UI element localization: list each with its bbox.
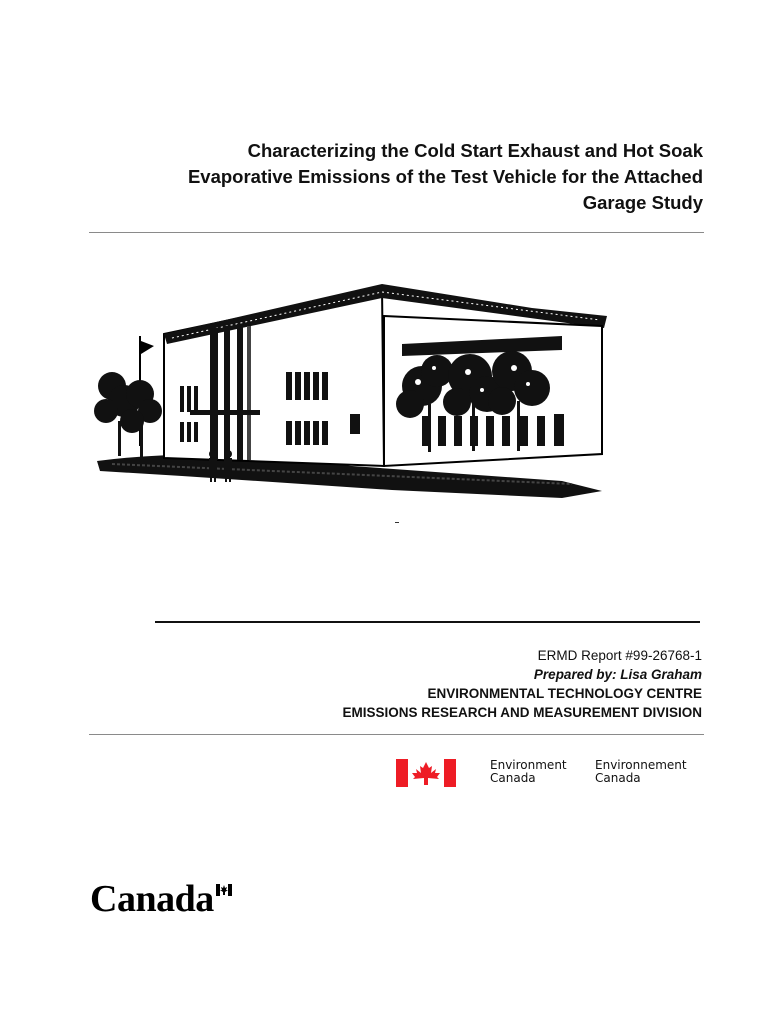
- department-en-line-1: Environment: [490, 758, 567, 772]
- prepared-by: Prepared by: Lisa Graham: [533, 667, 702, 682]
- report-title: [120, 138, 703, 216]
- title-line-1: Characterizing the Cold Start Exhaust and Hot Soak: [247, 140, 703, 161]
- top-divider: [89, 232, 704, 233]
- title-line-2: Evaporative Emissions of the Test Vehicle for the Attached: [187, 166, 703, 187]
- department-fr-line-2: Canada: [595, 771, 641, 785]
- wordmark-flag-icon: [216, 884, 232, 896]
- middle-divider: [155, 621, 700, 623]
- canada-wordmark: Canada: [90, 878, 214, 920]
- division-name: EMISSIONS RESEARCH AND MEASUREMENT DIVISION: [342, 705, 702, 720]
- canada-flag-icon: [396, 759, 456, 787]
- centre-name: ENVIRONMENTAL TECHNOLOGY CENTRE: [427, 686, 702, 701]
- bottom-divider: [89, 734, 704, 735]
- department-en-line-2: Canada: [490, 771, 536, 785]
- department-french: [595, 759, 687, 785]
- report-number: ERMD Report #99-26768-1: [537, 648, 702, 663]
- title-line-3: Garage Study: [582, 192, 703, 213]
- building-illustration: [92, 276, 614, 504]
- report-info: [250, 646, 702, 722]
- department-english: [490, 759, 567, 785]
- department-fr-line-1: Environnement: [595, 758, 687, 772]
- decorative-dash: [395, 522, 399, 523]
